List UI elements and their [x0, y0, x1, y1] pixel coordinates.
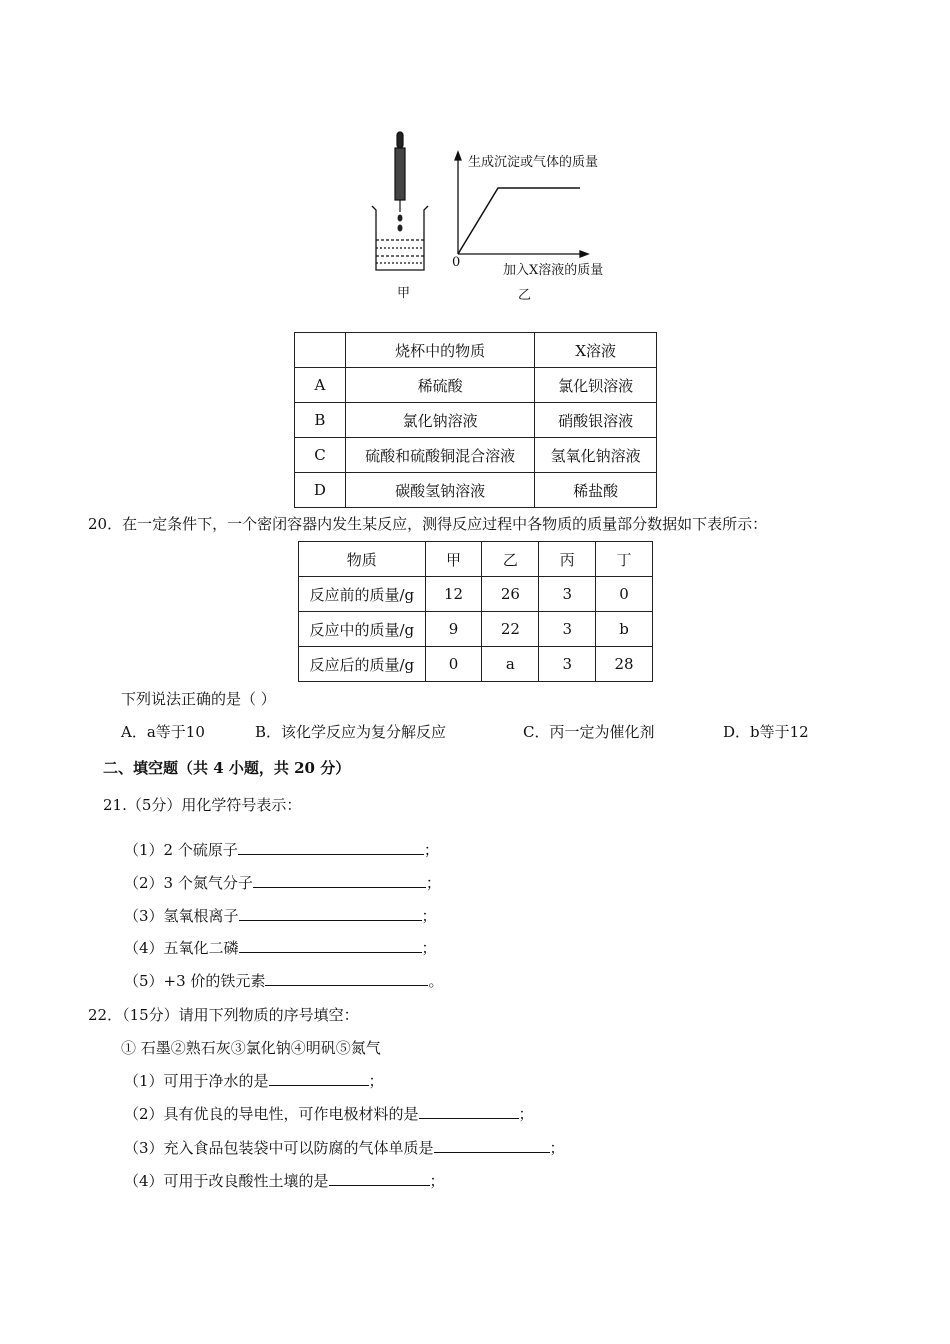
q21-item-3	[124, 905, 437, 926]
table-cell: 28	[596, 647, 653, 682]
q21-item-end: ；	[421, 907, 437, 925]
q20-option-d: D．b等于12	[723, 723, 809, 741]
table-cell: 烧杯中的物质	[345, 333, 534, 368]
graph-x-axis-label: 加入X溶液的质量	[503, 263, 604, 278]
q22-item-text: （3）充入食品包装袋中可以防腐的气体单质是	[124, 1139, 434, 1157]
table-cell: 物质	[299, 542, 426, 577]
answer-blank[interactable]	[253, 873, 426, 888]
table-row	[299, 647, 653, 682]
table-cell: 0	[596, 577, 653, 612]
q21-item-5	[124, 970, 443, 991]
table-cell: B	[295, 403, 346, 438]
table-cell	[295, 333, 346, 368]
droplet-icon	[398, 215, 403, 232]
q21-item-4	[124, 937, 437, 958]
section-2-title: 二、填空题（共 4 小题，共 20 分）	[103, 759, 351, 777]
q21-item-end: 。	[428, 972, 444, 990]
table-cell: 反应后的质量/g	[299, 647, 426, 682]
figure-label-jia: 甲	[397, 286, 411, 301]
table-cell: A	[295, 368, 346, 403]
q21-item-text: （4）五氧化二磷	[124, 939, 239, 957]
table-cell: 反应前的质量/g	[299, 577, 426, 612]
answer-blank[interactable]	[238, 840, 424, 855]
table-cell: 丙	[539, 542, 596, 577]
table-row	[299, 612, 653, 647]
graph-y-axis-label: 生成沉淀或气体的质量	[468, 155, 599, 170]
table-cell: 甲	[425, 542, 482, 577]
graph-curve	[458, 188, 580, 254]
table-row	[295, 333, 657, 368]
q21-item-text: （1）2 个硫原子	[124, 841, 238, 859]
figure-label-yi: 乙	[518, 288, 532, 303]
q22-item-text: （2）具有优良的导电性，可作电极材料的是	[124, 1105, 419, 1123]
table-cell: 12	[425, 577, 482, 612]
q21-item-text: （2）3 个氮气分子	[124, 874, 253, 892]
table-cell: 碳酸氢钠溶液	[345, 473, 534, 508]
q22-stem: 22．（15分）请用下列物质的序号填空：	[88, 1006, 359, 1024]
q21-item-1	[124, 839, 439, 860]
table-cell: 氢氧化钠溶液	[535, 438, 657, 473]
q20-mass-table	[298, 541, 653, 682]
q21-item-end: ；	[423, 841, 439, 859]
table-row	[295, 403, 657, 438]
table-cell: 26	[482, 577, 539, 612]
q22-item-1	[124, 1070, 384, 1091]
graph-origin-label: 0	[452, 255, 461, 270]
q20-stem: 20．在一定条件下，一个密闭容器内发生某反应，测得反应过程中各物质的质量部分数据如下表所示：	[88, 515, 768, 533]
q22-item-end: ；	[429, 1172, 445, 1190]
q22-item-end: ；	[368, 1072, 384, 1090]
answer-blank[interactable]	[269, 1071, 369, 1086]
q22-item-end: ；	[549, 1139, 565, 1157]
table-cell: 3	[539, 647, 596, 682]
table-cell: 硫酸和硫酸铜混合溶液	[345, 438, 534, 473]
q22-item-3	[124, 1137, 565, 1158]
q22-item-end: ；	[518, 1105, 534, 1123]
dropper-icon	[395, 132, 405, 212]
answer-blank[interactable]	[419, 1104, 519, 1119]
q20-option-b: B．该化学反应为复分解反应	[255, 723, 447, 741]
q20-prompt: 下列说法正确的是（ ）	[121, 690, 276, 708]
q22-item-text: （4）可用于改良酸性土壤的是	[124, 1172, 329, 1190]
table-cell: 反应中的质量/g	[299, 612, 426, 647]
q20-option-a: A．a等于10	[121, 723, 205, 741]
table-cell: 乙	[482, 542, 539, 577]
q21-stem: 21.（5分）用化学符号表示：	[103, 796, 302, 814]
q19-options-table	[294, 332, 657, 508]
table-row	[299, 577, 653, 612]
answer-blank[interactable]	[239, 906, 422, 921]
answer-blank[interactable]	[329, 1171, 430, 1186]
q20-option-c: C．丙一定为催化剂	[523, 723, 655, 741]
answer-blank[interactable]	[434, 1138, 550, 1153]
table-cell: 22	[482, 612, 539, 647]
table-cell: 3	[539, 612, 596, 647]
table-row	[299, 542, 653, 577]
table-cell: b	[596, 612, 653, 647]
table-cell: 硝酸银溶液	[535, 403, 657, 438]
table-row	[295, 368, 657, 403]
table-cell: C	[295, 438, 346, 473]
table-cell: D	[295, 473, 346, 508]
q22-item-4	[124, 1170, 445, 1191]
q21-item-text: （5）+3 价的铁元素	[124, 972, 266, 990]
table-cell: 9	[425, 612, 482, 647]
q21-item-2	[124, 872, 441, 893]
table-cell: a	[482, 647, 539, 682]
q22-item-text: （1）可用于净水的是	[124, 1072, 269, 1090]
table-row	[295, 473, 657, 508]
answer-blank[interactable]	[239, 938, 422, 953]
q22-choices: ① 石墨②熟石灰③氯化钠④明矾⑤氮气	[121, 1039, 381, 1057]
q22-item-2	[124, 1103, 534, 1124]
table-cell: 稀盐酸	[535, 473, 657, 508]
table-cell: 稀硫酸	[345, 368, 534, 403]
table-cell: X溶液	[535, 333, 657, 368]
q21-item-text: （3）氢氧根离子	[124, 907, 239, 925]
table-cell: 3	[539, 577, 596, 612]
answer-blank[interactable]	[265, 971, 428, 986]
table-row	[295, 438, 657, 473]
table-cell: 0	[425, 647, 482, 682]
q21-item-end: ；	[425, 874, 441, 892]
table-cell: 氯化钡溶液	[535, 368, 657, 403]
table-cell: 氯化钠溶液	[345, 403, 534, 438]
q21-item-end: ；	[421, 939, 437, 957]
table-cell: 丁	[596, 542, 653, 577]
